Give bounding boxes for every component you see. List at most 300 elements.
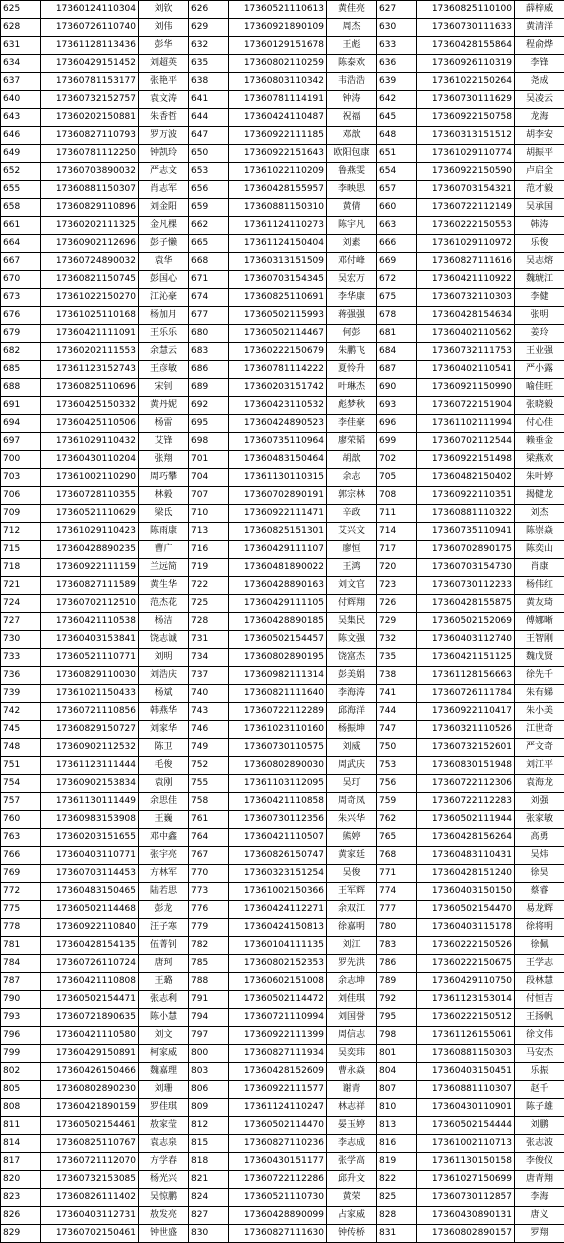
student-name-cell: 唐青翔 — [515, 1171, 564, 1189]
student-id-cell: 17360721112070 — [41, 1153, 139, 1171]
student-name-cell: 吴宏万 — [327, 271, 377, 289]
seq-number-cell: 638 — [189, 73, 229, 91]
student-id-cell: 17360202111325 — [41, 217, 139, 235]
seq-number-cell: 722 — [189, 577, 229, 595]
student-name-cell: 吴志熔 — [515, 253, 564, 271]
student-id-cell: 17360732152601 — [417, 739, 515, 757]
seq-number-cell: 818 — [189, 1153, 229, 1171]
seq-number-cell: 772 — [1, 883, 41, 901]
student-id-cell: 17360829110896 — [41, 199, 139, 217]
student-name-cell: 刘江 — [327, 937, 377, 955]
student-id-cell: 17360829110030 — [41, 667, 139, 685]
seq-number-cell: 711 — [377, 505, 417, 523]
student-id-cell: 17360430110204 — [41, 451, 139, 469]
seq-number-cell: 685 — [1, 361, 41, 379]
student-id-cell: 17360403150451 — [417, 1063, 515, 1081]
seq-number-cell: 680 — [189, 325, 229, 343]
seq-number-cell: 646 — [1, 127, 41, 145]
student-name-cell: 廖荣韬 — [327, 433, 377, 451]
student-name-cell: 朱叶婷 — [515, 469, 564, 487]
seq-number-cell: 730 — [1, 631, 41, 649]
student-id-cell: 17360826111402 — [41, 1189, 139, 1207]
student-name-cell: 范杰花 — [139, 595, 189, 613]
student-id-cell: 17360730112857 — [417, 1189, 515, 1207]
table-row — [1, 271, 564, 289]
student-name-cell: 王军辉 — [327, 883, 377, 901]
table-row — [1, 1207, 564, 1225]
student-id-cell: 17360922110840 — [41, 919, 139, 937]
student-name-cell: 李海 — [515, 1189, 564, 1207]
student-id-cell: 17360428151240 — [417, 865, 515, 883]
student-id-cell: 17361029110774 — [417, 145, 515, 163]
student-name-cell: 李海涛 — [327, 685, 377, 703]
student-name-cell: 余慧云 — [139, 343, 189, 361]
student-id-cell: 17360203151655 — [41, 829, 139, 847]
table-row — [1, 163, 564, 181]
seq-number-cell: 750 — [377, 739, 417, 757]
seq-number-cell: 741 — [377, 685, 417, 703]
seq-number-cell: 827 — [189, 1207, 229, 1225]
table-row — [1, 991, 564, 1009]
student-id-cell: 17360829150727 — [41, 721, 139, 739]
seq-number-cell: 794 — [189, 1009, 229, 1027]
seq-number-cell: 776 — [189, 901, 229, 919]
table-row — [1, 667, 564, 685]
table-row — [1, 361, 564, 379]
student-id-cell: 17360502154444 — [417, 1117, 515, 1135]
student-id-cell: 17360129151678 — [229, 37, 327, 55]
student-id-cell: 17360726111784 — [417, 685, 515, 703]
student-id-cell: 17360722112286 — [229, 1171, 327, 1189]
seq-number-cell: 630 — [377, 19, 417, 37]
seq-number-cell: 796 — [1, 1027, 41, 1045]
table-row — [1, 379, 564, 397]
student-name-cell: 王乐乐 — [139, 325, 189, 343]
student-name-cell: 黄佳亮 — [327, 1, 377, 19]
table-row — [1, 37, 564, 55]
student-name-cell: 陈文强 — [327, 631, 377, 649]
student-id-cell: 17361103112095 — [229, 775, 327, 793]
roster-body — [1, 1, 564, 1243]
student-name-cell: 张宇亮 — [139, 847, 189, 865]
table-row — [1, 253, 564, 271]
student-id-cell: 17360502114472 — [229, 991, 327, 1009]
student-name-cell: 杨雷 — [139, 415, 189, 433]
student-name-cell: 龙海 — [515, 109, 564, 127]
student-name-cell: 李佳豪 — [327, 415, 377, 433]
student-id-cell: 17360982111314 — [229, 667, 327, 685]
student-id-cell: 17360222150675 — [417, 955, 515, 973]
student-name-cell: 吴集民 — [327, 613, 377, 631]
student-name-cell: 唐珂 — [139, 955, 189, 973]
seq-number-cell: 792 — [377, 991, 417, 1009]
student-name-cell: 徐昊 — [515, 865, 564, 883]
student-id-cell: 17360728110355 — [41, 487, 139, 505]
student-name-cell: 陈宇凡 — [327, 217, 377, 235]
student-id-cell: 17360502154470 — [417, 901, 515, 919]
student-name-cell: 王业强 — [515, 343, 564, 361]
student-name-cell: 姜玲 — [515, 325, 564, 343]
student-id-cell: 17360421151125 — [417, 649, 515, 667]
student-name-cell: 王扬帆 — [515, 1009, 564, 1027]
student-id-cell: 17360722151904 — [417, 397, 515, 415]
seq-number-cell: 783 — [377, 937, 417, 955]
seq-number-cell: 663 — [377, 217, 417, 235]
seq-number-cell: 679 — [1, 325, 41, 343]
table-row — [1, 469, 564, 487]
table-row — [1, 1063, 564, 1081]
student-name-cell: 刘伟 — [139, 19, 189, 37]
student-name-cell: 吴玎 — [327, 775, 377, 793]
seq-number-cell: 800 — [189, 1045, 229, 1063]
table-row — [1, 739, 564, 757]
seq-number-cell: 705 — [377, 469, 417, 487]
student-name-cell: 马安杰 — [515, 1045, 564, 1063]
student-name-cell: 梁氐 — [139, 505, 189, 523]
student-id-cell: 17360482150402 — [417, 469, 515, 487]
student-name-cell: 范才毅 — [515, 181, 564, 199]
seq-number-cell: 698 — [189, 433, 229, 451]
student-id-cell: 17360827110793 — [41, 127, 139, 145]
seq-number-cell: 742 — [1, 703, 41, 721]
table-row — [1, 901, 564, 919]
table-row — [1, 847, 564, 865]
student-name-cell: 赵千 — [515, 1081, 564, 1099]
table-row — [1, 145, 564, 163]
student-id-cell: 17360521110613 — [229, 1, 327, 19]
seq-number-cell: 686 — [189, 361, 229, 379]
table-row — [1, 289, 564, 307]
student-name-cell: 乐振 — [515, 1063, 564, 1081]
table-row — [1, 19, 564, 37]
seq-number-cell: 797 — [189, 1027, 229, 1045]
student-name-cell: 汪子寒 — [139, 919, 189, 937]
student-name-cell: 徐嘉明 — [327, 919, 377, 937]
student-name-cell: 刘素 — [327, 235, 377, 253]
student-name-cell: 段林慧 — [515, 973, 564, 991]
table-row — [1, 343, 564, 361]
student-name-cell: 何彭 — [327, 325, 377, 343]
seq-number-cell: 753 — [377, 757, 417, 775]
student-id-cell: 17360730112233 — [417, 577, 515, 595]
student-id-cell: 17360922110417 — [417, 703, 515, 721]
table-row — [1, 1135, 564, 1153]
student-id-cell: 17360825110767 — [41, 1135, 139, 1153]
seq-number-cell: 811 — [1, 1117, 41, 1135]
student-id-cell: 17361126155061 — [417, 1027, 515, 1045]
student-id-cell: 17360732153085 — [41, 1171, 139, 1189]
seq-number-cell: 714 — [377, 523, 417, 541]
seq-number-cell: 715 — [1, 541, 41, 559]
table-row — [1, 649, 564, 667]
student-name-cell: 杨洁 — [139, 613, 189, 631]
student-name-cell: 彭国心 — [139, 271, 189, 289]
student-id-cell: 17361022150270 — [41, 289, 139, 307]
student-id-cell: 17360922150758 — [417, 109, 515, 127]
table-row — [1, 829, 564, 847]
student-name-cell: 林毅 — [139, 487, 189, 505]
student-name-cell: 袁海龙 — [515, 775, 564, 793]
student-id-cell: 17360983153908 — [41, 811, 139, 829]
student-id-cell: 17361102111994 — [417, 415, 515, 433]
student-id-cell: 17360421890159 — [41, 1099, 139, 1117]
student-id-cell: 17360104111135 — [229, 937, 327, 955]
seq-number-cell: 831 — [377, 1225, 417, 1243]
seq-number-cell: 822 — [377, 1171, 417, 1189]
seq-number-cell: 799 — [1, 1045, 41, 1063]
student-name-cell: 曹永焱 — [327, 1063, 377, 1081]
student-id-cell: 17360726110740 — [41, 19, 139, 37]
seq-number-cell: 642 — [377, 91, 417, 109]
student-id-cell: 17360403112731 — [41, 1207, 139, 1225]
table-row — [1, 55, 564, 73]
student-name-cell: 邓歆 — [327, 127, 377, 145]
student-id-cell: 17360732152757 — [41, 91, 139, 109]
seq-number-cell: 751 — [1, 757, 41, 775]
student-name-cell: 吴惊鹏 — [139, 1189, 189, 1207]
student-name-cell: 余志 — [327, 469, 377, 487]
student-id-cell: 17360722112149 — [417, 199, 515, 217]
student-name-cell: 占家威 — [327, 1207, 377, 1225]
student-name-cell: 王学志 — [515, 955, 564, 973]
seq-number-cell: 719 — [189, 559, 229, 577]
student-name-cell: 刘杰 — [515, 505, 564, 523]
seq-number-cell: 770 — [189, 865, 229, 883]
student-name-cell: 张家敏 — [515, 811, 564, 829]
student-name-cell: 傅娜晰 — [515, 613, 564, 631]
seq-number-cell: 773 — [189, 883, 229, 901]
table-row — [1, 613, 564, 631]
table-row — [1, 523, 564, 541]
student-name-cell: 张艳平 — [139, 73, 189, 91]
student-name-cell: 张翔 — [139, 451, 189, 469]
seq-number-cell: 675 — [377, 289, 417, 307]
student-id-cell: 17360922111577 — [229, 1081, 327, 1099]
seq-number-cell: 760 — [1, 811, 41, 829]
seq-number-cell: 787 — [1, 973, 41, 991]
student-name-cell: 罗万波 — [139, 127, 189, 145]
student-name-cell: 陈子雄 — [515, 1099, 564, 1117]
student-name-cell: 曹广 — [139, 541, 189, 559]
student-id-cell: 17361021150433 — [41, 685, 139, 703]
student-name-cell: 刘浩庆 — [139, 667, 189, 685]
student-name-cell: 徐将明 — [515, 919, 564, 937]
student-name-cell: 周巧攀 — [139, 469, 189, 487]
student-id-cell: 17360732111753 — [417, 343, 515, 361]
student-id-cell: 17360830151948 — [417, 757, 515, 775]
seq-number-cell: 805 — [1, 1081, 41, 1099]
student-id-cell: 17360921890109 — [229, 19, 327, 37]
seq-number-cell: 816 — [377, 1135, 417, 1153]
seq-number-cell: 765 — [377, 829, 417, 847]
seq-number-cell: 829 — [1, 1225, 41, 1243]
student-id-cell: 17360702150461 — [41, 1225, 139, 1243]
seq-number-cell: 782 — [189, 937, 229, 955]
student-id-cell: 17360802890230 — [41, 1081, 139, 1099]
student-id-cell: 17361123153014 — [417, 991, 515, 1009]
student-name-cell: 柯家威 — [139, 1045, 189, 1063]
student-id-cell: 17360425110506 — [41, 415, 139, 433]
student-name-cell: 周信志 — [327, 1027, 377, 1045]
seq-number-cell: 825 — [377, 1189, 417, 1207]
table-row — [1, 1009, 564, 1027]
student-id-cell: 17360502154461 — [41, 1117, 139, 1135]
student-id-cell: 17360428155875 — [417, 595, 515, 613]
student-name-cell: 陈泰欢 — [327, 55, 377, 73]
seq-number-cell: 660 — [377, 199, 417, 217]
student-id-cell: 17360430151177 — [229, 1153, 327, 1171]
table-row — [1, 235, 564, 253]
seq-number-cell: 709 — [1, 505, 41, 523]
student-name-cell: 袁华 — [139, 253, 189, 271]
seq-number-cell: 738 — [377, 667, 417, 685]
seq-number-cell: 749 — [189, 739, 229, 757]
student-id-cell: 17360703154321 — [417, 181, 515, 199]
table-row — [1, 811, 564, 829]
seq-number-cell: 745 — [1, 721, 41, 739]
student-id-cell: 17360321110526 — [417, 721, 515, 739]
student-id-cell: 17360702890191 — [229, 487, 327, 505]
student-id-cell: 17360827111630 — [229, 1225, 327, 1243]
seq-number-cell: 721 — [1, 577, 41, 595]
seq-number-cell: 658 — [1, 199, 41, 217]
student-name-cell: 袁文涛 — [139, 91, 189, 109]
student-id-cell: 17360881150307 — [41, 181, 139, 199]
student-name-cell: 韩涛 — [515, 217, 564, 235]
student-id-cell: 17360922150590 — [417, 163, 515, 181]
student-id-cell: 17360421110922 — [417, 271, 515, 289]
student-id-cell: 17361124110273 — [229, 217, 327, 235]
student-name-cell: 李志成 — [327, 1135, 377, 1153]
student-id-cell: 17360222150512 — [417, 1009, 515, 1027]
seq-number-cell: 641 — [189, 91, 229, 109]
seq-number-cell: 747 — [377, 721, 417, 739]
seq-number-cell: 636 — [377, 55, 417, 73]
student-name-cell: 刘金阳 — [139, 199, 189, 217]
seq-number-cell: 707 — [189, 487, 229, 505]
seq-number-cell: 706 — [1, 487, 41, 505]
seq-number-cell: 696 — [377, 415, 417, 433]
student-name-cell: 梁燕欢 — [515, 451, 564, 469]
student-id-cell: 17361029110423 — [41, 523, 139, 541]
student-name-cell: 李健 — [515, 289, 564, 307]
student-name-cell: 饶志诚 — [139, 631, 189, 649]
seq-number-cell: 695 — [189, 415, 229, 433]
student-name-cell: 陈雨康 — [139, 523, 189, 541]
seq-number-cell: 635 — [189, 55, 229, 73]
student-id-cell: 17360721890635 — [41, 1009, 139, 1027]
seq-number-cell: 754 — [1, 775, 41, 793]
seq-number-cell: 824 — [189, 1189, 229, 1207]
seq-number-cell: 691 — [1, 397, 41, 415]
student-name-cell: 邓付峰 — [327, 253, 377, 271]
student-name-cell: 杨加月 — [139, 307, 189, 325]
student-name-cell: 付心佳 — [515, 415, 564, 433]
student-name-cell: 江沁豪 — [139, 289, 189, 307]
seq-number-cell: 786 — [377, 955, 417, 973]
student-name-cell: 喻佳旺 — [515, 379, 564, 397]
student-name-cell: 钟涛 — [327, 91, 377, 109]
seq-number-cell: 769 — [1, 865, 41, 883]
student-id-cell: 17360483150465 — [41, 883, 139, 901]
student-name-cell: 张明 — [515, 307, 564, 325]
student-id-cell: 17360203151742 — [229, 379, 327, 397]
student-id-cell: 17360922111399 — [229, 1027, 327, 1045]
student-name-cell: 程俞烨 — [515, 37, 564, 55]
student-id-cell: 17360802110259 — [229, 55, 327, 73]
student-id-cell: 17360323151254 — [229, 865, 327, 883]
student-id-cell: 17360403150150 — [417, 883, 515, 901]
seq-number-cell: 649 — [1, 145, 41, 163]
seq-number-cell: 732 — [377, 631, 417, 649]
table-row — [1, 451, 564, 469]
student-name-cell: 乐俊 — [515, 235, 564, 253]
student-id-cell: 17360429111107 — [229, 541, 327, 559]
seq-number-cell: 693 — [377, 397, 417, 415]
seq-number-cell: 661 — [1, 217, 41, 235]
student-id-cell: 17360703114453 — [41, 865, 139, 883]
student-name-cell: 王彦敏 — [139, 361, 189, 379]
seq-number-cell: 727 — [1, 613, 41, 631]
student-id-cell: 17360781114191 — [229, 91, 327, 109]
student-id-cell: 17360430110901 — [417, 1099, 515, 1117]
student-id-cell: 17361022110209 — [229, 163, 327, 181]
student-id-cell: 17360827111616 — [417, 253, 515, 271]
student-name-cell: 陈崇焱 — [515, 523, 564, 541]
student-id-cell: 17360825151301 — [229, 523, 327, 541]
seq-number-cell: 688 — [1, 379, 41, 397]
student-id-cell: 17360721110856 — [41, 703, 139, 721]
seq-number-cell: 795 — [377, 1009, 417, 1027]
table-row — [1, 433, 564, 451]
student-id-cell: 17360421110507 — [229, 829, 327, 847]
student-name-cell: 张志波 — [515, 1135, 564, 1153]
seq-number-cell: 781 — [1, 937, 41, 955]
table-row — [1, 919, 564, 937]
seq-number-cell: 746 — [189, 721, 229, 739]
table-row — [1, 1225, 564, 1243]
student-id-cell: 17360825110696 — [41, 379, 139, 397]
seq-number-cell: 791 — [189, 991, 229, 1009]
student-name-cell: 江世奇 — [515, 721, 564, 739]
student-id-cell: 17360921150990 — [417, 379, 515, 397]
student-id-cell: 17360502111944 — [417, 811, 515, 829]
seq-number-cell: 632 — [189, 37, 229, 55]
student-id-cell: 17360424890523 — [229, 415, 327, 433]
student-id-cell: 17361029110972 — [417, 235, 515, 253]
student-name-cell: 周武庆 — [327, 757, 377, 775]
student-name-cell: 肖康 — [515, 559, 564, 577]
student-name-cell: 魏嘉理 — [139, 1063, 189, 1081]
student-id-cell: 17360428156264 — [417, 829, 515, 847]
student-name-cell: 朱小美 — [515, 703, 564, 721]
seq-number-cell: 768 — [377, 847, 417, 865]
seq-number-cell: 665 — [189, 235, 229, 253]
student-name-cell: 严小露 — [515, 361, 564, 379]
student-id-cell: 17360922111185 — [229, 127, 327, 145]
seq-number-cell: 823 — [1, 1189, 41, 1207]
student-name-cell: 黄友琦 — [515, 595, 564, 613]
student-name-cell: 余双江 — [327, 901, 377, 919]
seq-number-cell: 720 — [377, 559, 417, 577]
student-id-cell: 17360802152353 — [229, 955, 327, 973]
seq-number-cell: 785 — [189, 955, 229, 973]
seq-number-cell: 734 — [189, 649, 229, 667]
student-id-cell: 17360502154457 — [229, 631, 327, 649]
table-row — [1, 685, 564, 703]
seq-number-cell: 817 — [1, 1153, 41, 1171]
student-id-cell: 17361027150699 — [417, 1171, 515, 1189]
